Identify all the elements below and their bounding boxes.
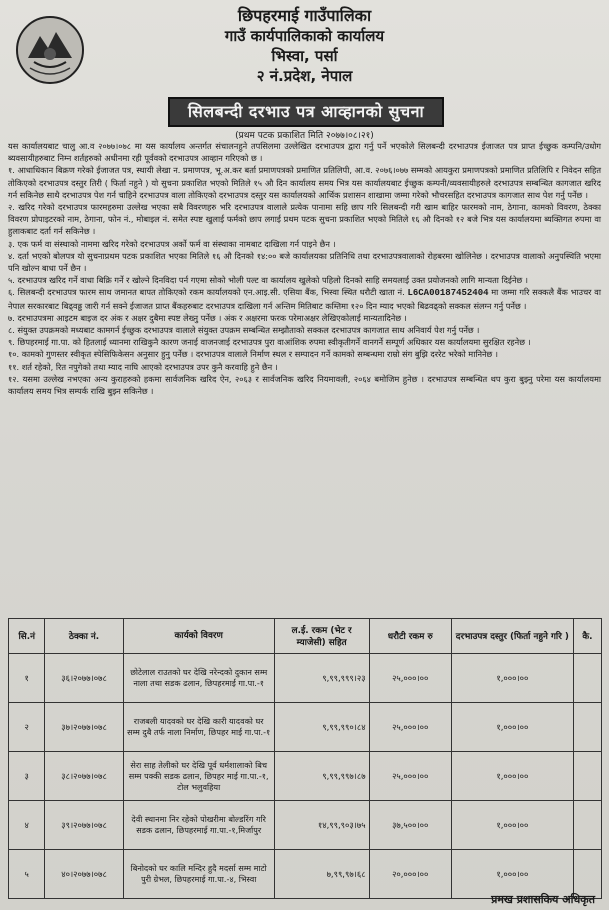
account-number: L6CA00187452404 <box>407 288 489 299</box>
cell-tender-no: ३९।२०७७।०७८ <box>45 801 123 850</box>
col-header-estimate: ल.ई. रकम (भेट र म्याजेसी) सहित <box>274 619 369 654</box>
clause-6-continued: मा जम्मा गरि सक्कलै बैंक भाउचर वा नेपाल सरकारबाट बिढ्वढ्ढ जारी गर्न सक्ने ईजाजत प्राप्त बैंकहरुबाट दरभाउपत्र दाखिला गर्न अन्तिम मितिबाट कम्तिमा १२० दिन म्याद भएको बिढवढ्को सक्कल संलग्न गर्नु पर्नेछ । <box>8 287 601 311</box>
cell-fee: १,०००।०० <box>451 850 573 899</box>
clause-10: १०. कामको गुणस्तर स्वीकृत स्पेसिफिकेसन अनुसार हुनु पर्नेछ । दरभाउपत्र वालाले निर्माण स्थल र सम्पादन गर्ने कामको सम्बन्धमा राम्रो संग बुझि दररेट भरेको मानिनेछ । <box>8 349 498 360</box>
cell-description: बिनोदको घर कालि मन्दिर हुदै मदर्सा सम्म माटो पुरी ग्रेभल, छिपहरमाई गा.पा.-४, भिस्वा <box>123 850 274 899</box>
clause-3: ३. एक फर्म वा संस्थाको नाममा खरिद गरेको दरभाउपत्र अर्को फर्म वा संस्थाका नामबाट दाखिला गर्न पाइने छैन । <box>8 238 336 249</box>
cell-estimate: ९,९९,९९९।२३ <box>274 654 369 703</box>
cell-serial: ४ <box>9 801 45 850</box>
publication-date: (प्रथम पटक प्रकाशित मिति २०७७।०८।२१) <box>235 131 374 141</box>
table-row <box>9 654 602 703</box>
cell-estimate: ९,९९,९९७।८७ <box>274 752 369 801</box>
clause-11: ११. शर्त रहेको, रित नपुगेको तथा म्याद नाघि आएको दरभाउपत्र उपर कुनै करवाहि हुने छैन । <box>8 361 278 372</box>
notice-title: सिलबन्दी दरभाउ पत्र आव्हानको सुचना <box>168 97 444 127</box>
clause-6-text: ६. सिलबन्दी दरभाउपत्र फारम साथ जमानत बापत तोकिएको रकम कार्यालयको एन.आइ.सी. एसिया बैंक, भिस्वा स्थित धरौटी खाता नं. <box>8 287 405 298</box>
cell-fee: १,०००।०० <box>451 703 573 752</box>
cell-fee: १,०००।०० <box>451 801 573 850</box>
cell-deposit: ३७,५००।०० <box>369 801 451 850</box>
clause-2: २. खरिद गरेको दरभाउपत्र फारमहरुमा उल्लेख भएका सबै विवरणहरु भरि दरभाउपत्र वालाले प्रत्येक पानामा सहि छाप गरि सिलबन्दी गरी खाम बाहिर फारमको नाम, ठेगाना, कामको विवरण, ठेक्का विवरण प्रोपाइटरको नाम, ठेगाना, फोन नं., मोबाइल नं. समेत स्पष्ट खुलाई फर्मको छाप लगाई प्रथम पटक सुचना प्रकाशित भएको मितिले १६ औ दिनको १२ बजे भित्र यस कार्यालयमा ब्यक्तिगत रुपमा वा हुलाकबाट दर्ता गर्न सकिनेछ । <box>8 202 601 237</box>
cell-serial: ५ <box>9 850 45 899</box>
cell-description: छोटेलाल राउतको घर देखि नरेन्दको दुकान सम्म नाला तथा सडक ढलान, छिपहरमाई गा.पा.-१ <box>123 654 274 703</box>
cell-remarks <box>573 801 601 850</box>
intro-paragraph: यस कार्यालयबाट चालु आ.व २०७७।०७८ मा यस कार्यालय अन्तर्गत संचालनहुने तपसिलमा उल्लेखित दरभाउपत्र द्वारा गर्नु पर्ने भएकोले सिलबन्दी दरभाउपत्र ईजाजत पत्र प्राप्त ईच्छुक कम्पनि/उधोग ब्यवसायीहरुबाट निम्न शर्तहरुको अधीनमा रही पूर्ववको दरभाउपत्र आव्हान गरिएको छ । <box>8 141 601 164</box>
clause-7: ७. दरभाउपत्रमा आइटम बाइज दर अंक र अक्षर दुबैमा स्पष्ट लेख्नु पर्नेछ । अंक र अक्षरमा फरक परेमाअक्षर लेखिएकोलाई मान्यतादिनेछ । <box>8 312 407 323</box>
col-header-description: कार्यको विवरण <box>123 619 274 654</box>
col-header-serial: सि.नं <box>9 619 45 654</box>
province-line: २ नं.प्रदेश, नेपाल <box>256 67 353 85</box>
cell-estimate: ९,९९,९९०।८४ <box>274 703 369 752</box>
cell-fee: १,०००।०० <box>451 654 573 703</box>
col-header-deposit: धरौटी रकम रु <box>369 619 451 654</box>
cell-deposit: २५,०००।०० <box>369 752 451 801</box>
clause-5: ५. दरभाउपत्र खरिद गर्ने वाधा बिक्रि गर्ने र खोल्ने दिनविदा पर्न गएमा सोको भोली पल्ट वा कार्यालय खुलेको पहिलो दिनको साहि समयलाई उक्त प्रयोजनको लागि मान्यता दिईनेछ । <box>8 275 528 286</box>
municipality-name: छिपहरमाई गाउँपालिका <box>237 6 372 25</box>
signatory-title: प्रमख प्रशासकिय अधिकृत <box>491 893 595 906</box>
cell-serial: २ <box>9 703 45 752</box>
cell-tender-no: ३७।२०७७।०७८ <box>45 703 123 752</box>
table-row <box>9 801 602 850</box>
cell-deposit: २५,०००।०० <box>369 703 451 752</box>
cell-deposit: २५,०००।०० <box>369 654 451 703</box>
cell-tender-no: ३६।२०७७।०७८ <box>45 654 123 703</box>
cell-serial: १ <box>9 654 45 703</box>
cell-deposit: २०,०००।०० <box>369 850 451 899</box>
cell-fee: १,०००।०० <box>451 752 573 801</box>
clause-4: ४. दर्ता भएको बोलपत्र यो सुचनाप्रथम पटक प्रकाशित भएका मितिले १६ औ दिनको १४:०० बजे कार्यालयका प्रतिनिधि तथा दरभाउपत्रवालाको रोहबरमा खोलिनेछ । दरभाउपत्र वालाको अनुपस्थिति भएमा पनि खोल्न बाधा पर्ने छैन । <box>8 250 601 274</box>
cell-description: राजबली यादवको घर देखि कारी यादवको घर सम्म दुबै तर्फ नाला निर्माण, छिपहर माई गा.पा.-१ <box>123 703 274 752</box>
clause-12: १२. यसमा उल्लेख नभएका अन्य कुराहरुको हकमा सार्वजनिक खरिद ऐन, २०६३ र सार्वजनिक खरिद नियमावली, २०६४ बमोजिम हुनेछ । दरभाउपत्र सम्बन्धित थप कुरा बुझ्नु परेमा यस कार्यालयमा कार्यालय समय भित्र सम्पर्क राखि बुझ्न सकिनेछ । <box>8 373 601 397</box>
clause-9: ९. छिपहरमाई गा.पा. को हितलाई ध्यानमा राखिकुनै कारण जनाई वाजनजाई दरभाउपत्र पुरा वाआंशिक रुपमा स्वीकृतीगर्ने वानगर्ने सम्पूर्ण अधिकार यस कार्यालयमा सुरक्षित रहनेछ । <box>8 337 531 348</box>
col-header-remarks: कै. <box>573 619 601 654</box>
cell-description: देवी स्थानमा निर रहेको पोखरीमा बोल्डरिंग गरि सडक ढलान, छिपहरमाई गा.पा.-१,मिर्जापुर <box>123 801 274 850</box>
tender-table <box>8 618 602 899</box>
notice-body <box>8 140 601 397</box>
cell-description: सेरा साह तेलीको घर देखि पूर्व धर्मशालाको बिच सम्म पक्की सडक ढलान, छिपहर माई गा.पा.-१, टोल भलुवहिया <box>123 752 274 801</box>
clause-1: १. आधाधिकान बिक्रण गरेको ईजाजत पत्र, स्थायी लेखा न. प्रमाणपत्र, भू.अ.कर बर्ता प्रमाणपत्रको प्रमाणित प्रतिलिपी, आ.व. २०७६।०७७ सम्मको आयकुरा प्रमाणपत्रको प्रमाणित प्रतिलिपि र निवेदन सहित तोकिएको दरभाउपत्र दस्तुर तिरी ( फिर्ता नहुने ) यो सुचना प्रकाशित भएको मितिले १५ औ दिन कार्यालय समय भित्र यस कार्यालयबाट ईच्छुक कम्पनी/व्यवसायीहरुले दरभाउपत्र सम्बन्धित कागजात खरिद गर्न सकिनेछ साथै दरभाउपत्र पेश गर्न चाहिने दरभाउपत्र वाला तोकिएको दरभाउपत्र दस्तुर यस कार्यालयको आर्थिक प्रशासन शाखामा जम्मा गरेको भौचरसहित दरभाउपत्र कागजात साथ पेश गर्नु पर्नेछ । <box>8 165 601 200</box>
col-header-fee: दरभाउपत्र दस्तुर (फिर्ता नहुने गरि ) <box>451 619 573 654</box>
col-header-tender-no: ठेक्का नं. <box>45 619 123 654</box>
table-header-row <box>9 619 602 654</box>
cell-remarks <box>573 654 601 703</box>
cell-estimate: १४,९९,९०३।७५ <box>274 801 369 850</box>
cell-serial: ३ <box>9 752 45 801</box>
clause-6 <box>8 286 601 311</box>
office-header <box>0 6 609 86</box>
table-row <box>9 752 602 801</box>
cell-remarks <box>573 703 601 752</box>
office-name: गाउँ कार्यपालिकाको कार्यालय <box>224 27 385 45</box>
cell-tender-no: ४०।२०७७।०७८ <box>45 850 123 899</box>
cell-estimate: ७,९९,९७।६८ <box>274 850 369 899</box>
office-location: भिस्वा, पर्सा <box>271 47 338 65</box>
cell-remarks <box>573 752 601 801</box>
clause-8: ८. संयुक्त उपक्रमको मध्यबाट कामगर्न ईच्छुक दरभाउपत्र वालाले संयुक्त उपक्रम सम्बन्धित सम्झौताको सक्कल दरभाउपत्र कागजात साथ अनिवार्य पेश गर्नु पर्नेछ । <box>8 325 480 336</box>
cell-tender-no: ३८।२०७७।०७८ <box>45 752 123 801</box>
table-row <box>9 703 602 752</box>
